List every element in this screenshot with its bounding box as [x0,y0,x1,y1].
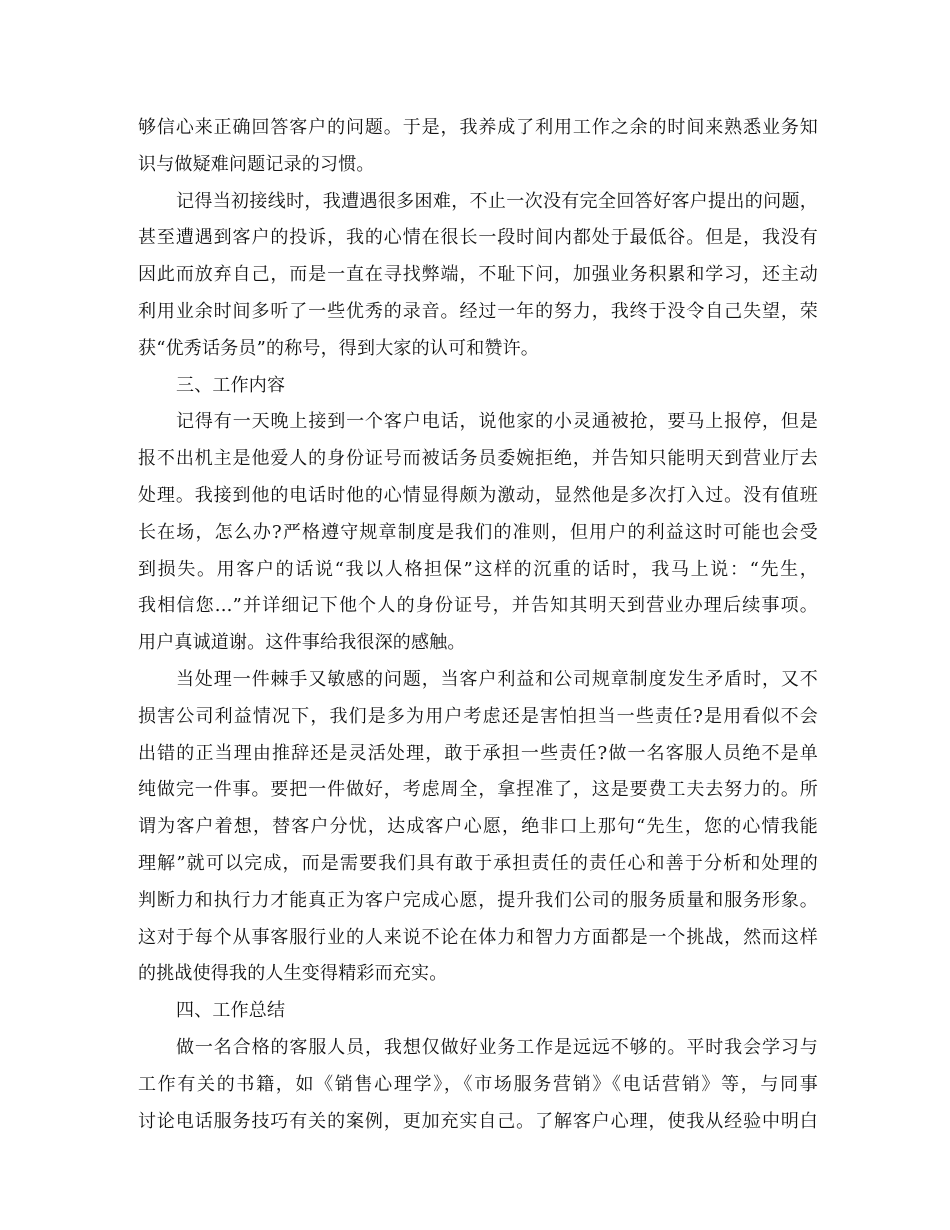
text-line: 工作有关的书籍，如《销售心理学》，《市场服务营销》《电话营销》等，与同事 [138,1073,818,1095]
text-line: 纯做完一件事。要把一件做好，考虑周全，拿捏准了，这是要费工夫去努力的。所 [138,779,818,801]
text-line: 当处理一件棘手又敏感的问题，当客户利益和公司规章制度发生矛盾时，又不 [176,668,818,690]
text-line: 识与做疑难问题记录的习惯。 [138,153,375,175]
text-line: 我相信您...”并详细记下他个人的身份证号，并告知其明天到营业办理后续事项。 [138,595,818,617]
text-line: 四、工作总结 [176,1000,286,1022]
text-line: 理解”就可以完成，而是需要我们具有敢于承担责任的责任心和善于分析和处理的 [138,852,818,874]
text-line: 用户真诚道谢。这件事给我很深的感触。 [138,632,466,654]
text-line: 获“优秀话务员”的称号，得到大家的认可和赞许。 [138,337,540,359]
text-line: 长在场，怎么办?严格遵守规章制度是我们的准则，但用户的利益这时可能也会受 [138,521,818,543]
text-line: 的挑战使得我的人生变得精彩而充实。 [138,963,448,985]
text-line: 记得当初接线时，我遭遇很多困难，不止一次没有完全回答好客户提出的问题， [176,190,818,212]
text-line: 判断力和执行力才能真正为客户完成心愿，提升我们公司的服务质量和服务形象。 [138,889,818,911]
text-line: 记得有一天晚上接到一个客户电话，说他家的小灵通被抢，要马上报停，但是 [176,411,818,433]
text-line: 出错的正当理由推辞还是灵活处理，敢于承担一些责任?做一名客服人员绝不是单 [138,742,818,764]
text-line: 够信心来正确回答客户的问题。于是，我养成了利用工作之余的时间来熟悉业务知 [138,117,818,138]
text-line: 做一名合格的客服人员，我想仅做好业务工作是远远不够的。平时我会学习与 [176,1036,818,1058]
text-line: 三、工作内容 [176,374,286,396]
text-line: 到损失。用客户的话说“我以人格担保”这样的沉重的话时，我马上说：“先生， [138,558,818,580]
document-body [138,110,818,1140]
text-line: 讨论电话服务技巧有关的案例，更加充实自己。了解客户心理，使我从经验中明白 [138,1110,818,1132]
text-line: 谓为客户着想，替客户分忧，达成客户心愿，绝非口上那句“先生，您的心情我能 [138,816,818,838]
text-line: 甚至遭遇到客户的投诉，我的心情在很长一段时间内都处于最低谷。但是，我没有 [138,227,818,249]
text-line: 报不出机主是他爱人的身份证号而被话务员委婉拒绝，并告知只能明天到营业厅去 [138,448,818,470]
text-line: 利用业余时间多听了一些优秀的录音。经过一年的努力，我终于没令自己失望，荣 [138,300,818,322]
text-line: 处理。我接到他的电话时他的心情显得颇为激动，显然他是多次打入过。没有值班 [138,484,818,506]
text-line: 损害公司利益情况下，我们是多为用户考虑还是害怕担当一些责任?是用看似不会 [138,705,818,727]
text-line: 因此而放弃自己，而是一直在寻找弊端，不耻下问，加强业务积累和学习，还主动 [138,264,818,286]
text-line: 这对于每个从事客服行业的人来说不论在体力和智力方面都是一个挑战，然而这样 [138,926,818,948]
